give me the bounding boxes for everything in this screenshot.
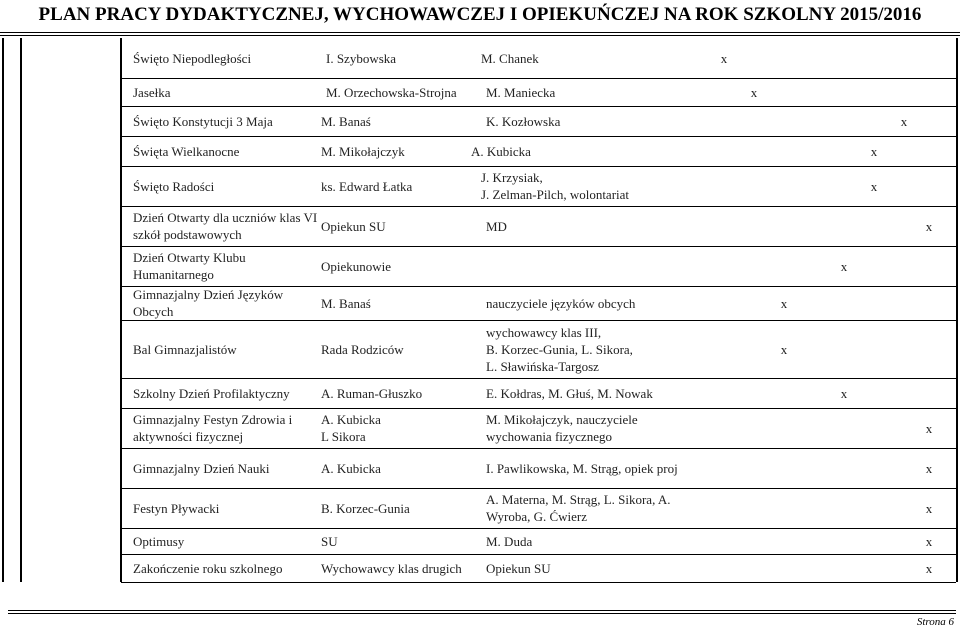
document-title: PLAN PRACY DYDAKTYCZNEJ, WYCHOWAWCZEJ I OPIEKUŃCZEJ NA ROK SZKOLNY 2015/2016: [38, 4, 922, 25]
completion-mark: x: [720, 50, 728, 66]
co-organizers: MD: [486, 218, 507, 234]
table-row: [121, 106, 956, 137]
completion-mark: x: [870, 178, 878, 194]
responsible-person: A. Kubicka L Sikora: [321, 412, 381, 444]
event-name: Optimusy: [133, 533, 185, 549]
responsible-person: SU: [321, 533, 338, 549]
event-name: Święta Wielkanocne: [133, 143, 240, 159]
completion-mark: x: [925, 420, 933, 436]
co-organizers: M. Chanek: [481, 50, 539, 66]
footer-rule-secondary: [8, 613, 956, 614]
table-row: [121, 286, 956, 321]
table-row: [121, 488, 956, 529]
table-row: [121, 206, 956, 247]
table-row: [121, 378, 956, 409]
responsible-person: M. Banaś: [321, 113, 371, 129]
table-row: [121, 78, 956, 107]
co-organizers: A. Materna, M. Strąg, L. Sikora, A. Wyroba, G. Ćwierz: [486, 492, 671, 524]
responsible-person: Opiekunowie: [321, 258, 392, 274]
responsible-person: M. Banaś: [321, 295, 371, 311]
table-row: [121, 448, 956, 489]
completion-mark: x: [780, 341, 788, 357]
co-organizers: Opiekun SU: [486, 560, 551, 576]
event-name: Święto Radości: [133, 178, 215, 194]
responsible-person: M. Orzechowska-Strojna: [326, 84, 457, 100]
completion-mark: x: [925, 560, 933, 576]
event-name: Szkolny Dzień Profilaktyczny: [133, 385, 290, 401]
co-organizers: [486, 246, 706, 286]
responsible-person: I. Szybowska: [326, 50, 397, 66]
table-border-right: [956, 38, 958, 582]
co-organizers: nauczyciele języków obcych: [486, 295, 636, 311]
responsible-person: M. Mikołajczyk: [321, 143, 405, 159]
table-column-divider: [20, 38, 22, 582]
table-row: [121, 554, 956, 583]
co-organizers: E. Kołdras, M. Głuś, M. Nowak: [486, 385, 653, 401]
completion-mark: x: [900, 113, 908, 129]
table-row: [121, 246, 956, 287]
event-name: Gimnazjalny Dzień Języków Obcych: [133, 287, 284, 319]
co-organizers: I. Pawlikowska, M. Strąg, opiek proj: [486, 460, 678, 476]
responsible-person: ks. Edward Łatka: [321, 178, 413, 194]
event-name: Gimnazjalny Dzień Nauki: [133, 460, 270, 476]
event-name: Festyn Pływacki: [133, 500, 220, 516]
completion-mark: x: [925, 533, 933, 549]
title-underline-secondary: [0, 35, 960, 36]
co-organizers: M. Maniecka: [486, 84, 556, 100]
title-underline: [0, 32, 960, 33]
event-name: Święto Konstytucji 3 Maja: [133, 113, 273, 129]
responsible-person: B. Korzec-Gunia: [321, 500, 410, 516]
table-row: [121, 136, 956, 167]
table-row: [121, 528, 956, 555]
co-organizers: wychowawcy klas III, B. Korzec-Gunia, L. Sikora, L. Sławińska-Targosz: [486, 324, 633, 374]
responsible-person: A. Kubicka: [321, 460, 381, 476]
co-organizers: A. Kubicka: [471, 143, 531, 159]
table-row: [121, 320, 956, 379]
footer-rule: [8, 610, 956, 611]
event-name: Dzień Otwarty dla uczniów klas VI szkół podstawowych: [133, 210, 318, 242]
completion-mark: x: [750, 84, 758, 100]
responsible-person: Rada Rodziców: [321, 341, 404, 357]
table-border-left: [2, 38, 4, 582]
event-name: Gimnazjalny Festyn Zdrowia i aktywności fizycznej: [133, 412, 293, 444]
completion-mark: x: [840, 258, 848, 274]
event-name: Jasełka: [133, 84, 171, 100]
table-row: [121, 38, 956, 79]
responsible-person: Wychowawcy klas drugich: [321, 560, 462, 576]
co-organizers: M. Mikołajczyk, nauczyciele wychowania fizycznego: [486, 412, 638, 444]
event-name: Święto Niepodległości: [133, 50, 252, 66]
co-organizers: M. Duda: [486, 533, 533, 549]
event-name: Bal Gimnazjalistów: [133, 341, 237, 357]
completion-mark: x: [925, 218, 933, 234]
completion-mark: x: [925, 500, 933, 516]
completion-mark: x: [780, 295, 788, 311]
page-number: Strona 6: [916, 616, 954, 628]
co-organizers: K. Kozłowska: [486, 113, 561, 129]
responsible-person: A. Ruman-Głuszko: [321, 385, 423, 401]
table-row: [121, 408, 956, 449]
event-name: Zakończenie roku szkolnego: [133, 560, 283, 576]
event-name: Dzień Otwarty Klubu Humanitarnego: [133, 250, 246, 282]
completion-mark: x: [840, 385, 848, 401]
responsible-person: Opiekun SU: [321, 218, 386, 234]
co-organizers: J. Krzysiak, J. Zelman-Pilch, wolontariat: [481, 170, 630, 202]
table-row: [121, 166, 956, 207]
completion-mark: x: [925, 460, 933, 476]
completion-mark: x: [870, 143, 878, 159]
